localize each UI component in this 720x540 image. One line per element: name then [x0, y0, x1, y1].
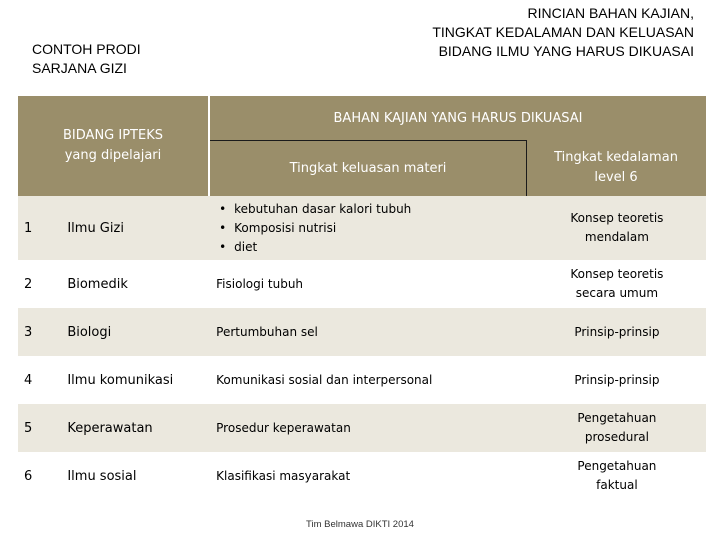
row-depth: Prinsip-prinsip	[574, 372, 660, 387]
row-depth: Pengetahuan prosedural	[577, 411, 657, 444]
table-row	[18, 404, 706, 452]
row-number: 5	[24, 420, 33, 436]
header-breadth: Tingkat keluasan materi	[289, 160, 447, 176]
row-scope: Fisiologi tubuh	[216, 277, 304, 291]
row-field: Keperawatan	[67, 420, 153, 436]
row-number: 4	[24, 372, 33, 388]
row-field: Ilmu sosial	[67, 468, 137, 484]
header-field-column: BIDANG IPTEKS yang dipelajari	[18, 96, 208, 196]
row-depth: Prinsip-prinsip	[574, 324, 660, 339]
row-number: 1	[24, 220, 33, 236]
header-group-title: BAHAN KAJIAN YANG HARUS DIKUASAI	[333, 110, 583, 126]
scope-list	[216, 200, 528, 257]
row-field: Biomedik	[67, 276, 128, 292]
table-row	[18, 196, 706, 260]
header-study-material	[210, 96, 706, 196]
list-item: • Komposisi nutrisi	[216, 219, 528, 238]
row-depth: Konsep teoretis mendalam	[570, 211, 664, 244]
row-scope: Prosedur keperawatan	[216, 421, 351, 435]
header-depth: Tingkat kedalaman level 6	[554, 150, 678, 185]
table-row	[18, 260, 706, 308]
slide-title: RINCIAN BAHAN KAJIAN, TINGKAT KEDALAMAN DAN KELUASAN BIDANG ILMU YANG HARUS DIKUASAI	[432, 5, 694, 59]
row-scope: Komunikasi sosial dan interpersonal	[216, 373, 433, 387]
row-depth: Pengetahuan faktual	[577, 459, 657, 492]
study-material-table	[18, 196, 706, 500]
row-depth: Konsep teoretis secara umum	[570, 267, 664, 300]
row-field: Ilmu komunikasi	[67, 372, 174, 388]
row-scope: Klasifikasi masyarakat	[216, 469, 351, 483]
table-row	[18, 452, 706, 500]
row-number: 2	[24, 276, 33, 292]
table-row	[18, 308, 706, 356]
footer-credit: Tim Belmawa DIKTI 2014	[306, 519, 414, 530]
row-number: 6	[24, 468, 33, 484]
table-row	[18, 356, 706, 404]
program-label: CONTOH PRODI SARJANA GIZI	[32, 41, 141, 76]
row-field: Biologi	[67, 324, 112, 340]
row-scope: Pertumbuhan sel	[216, 325, 318, 339]
row-number: 3	[24, 324, 33, 340]
row-field: Ilmu Gizi	[67, 220, 124, 236]
row-scope	[214, 196, 528, 260]
list-item: • diet	[216, 238, 528, 257]
list-item: • kebutuhan dasar kalori tubuh	[216, 200, 528, 219]
